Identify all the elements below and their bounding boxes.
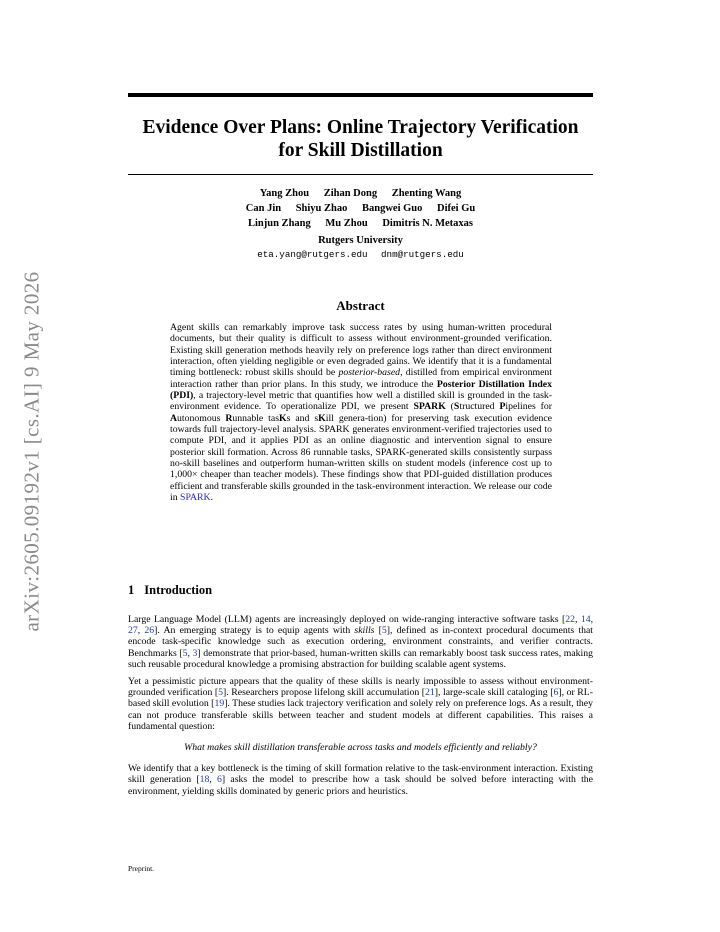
section-title: Introduction bbox=[144, 583, 213, 597]
author: Bangwei Guo bbox=[361, 203, 423, 214]
intro-paragraph-2: Yet a pessimistic picture appears that the quality of these skills is nearly impossible to assess without environment-grounded verification [5]. Researchers propose lifelong skill accumulation [21], large-scale skill cataloging [6], or RL-based skill evolution [19]. These studies lack trajectory verification and solely rely on preference logs. As a result, they can not produce transferable skills between teacher and student models at different capabilities. This raises a fundamental question: bbox=[128, 676, 593, 732]
title-line-1: Evidence Over Plans: Online Trajectory Verification bbox=[142, 117, 579, 138]
author: Zhenting Wang bbox=[391, 188, 462, 199]
author: Yang Zhou bbox=[259, 188, 310, 199]
citation-link[interactable]: 5 bbox=[218, 687, 224, 699]
citation-link[interactable]: 3 bbox=[192, 647, 198, 659]
author: Shiyu Zhao bbox=[295, 203, 348, 214]
citation-link[interactable]: 14 bbox=[580, 614, 591, 625]
author-row-1 bbox=[128, 186, 593, 201]
citation-link[interactable]: 26 bbox=[144, 625, 155, 637]
citation-link[interactable]: 22 bbox=[565, 614, 575, 625]
citation-link[interactable]: 21 bbox=[425, 687, 435, 699]
affiliation: Rutgers University bbox=[318, 235, 403, 246]
email: eta.yang@rutgers.edu bbox=[257, 249, 368, 260]
abstract-text: Agent skills can remarkably improve task success rates by using human-written procedural documents, but their quality is difficult to assess without environment-grounded verification. Existing skill generation methods heavily rely on preference logs rather than direct environment interaction, often yielding negligible or even degraded gains. We identify that it is a fundamental timing bottleneck: robust skills should be posterior-based, distilled from empirical environment interaction rather than prior plans. In this study, we introduce the Posterior Distillation Index (PDI), a trajectory-level metric that quantifies how well a distilled skill is grounded in the task-environment evidence. To operationalize PDI, we present SPARK (Structured Pipelines for Autonomous Runnable tasKs and sKill genera-tion) for preserving task execution evidence towards full trajectory-level analysis. SPARK generates environment-verified trajectories used to compute PDI, and it applies PDI as an online diagnostic and intervention signal to ensure posterior skill formation. Across 86 runnable tasks, SPARK-generated skills consistently surpass no-skill baselines and outperform human-written skills on student models (inference cost up to 1,000× cheaper than teacher models). These findings show that PDI-guided distillation produces efficient and transferable skills grounded in the task-environment interaction. We release our code in SPARK. bbox=[170, 322, 553, 504]
code-link[interactable]: SPARK bbox=[180, 492, 211, 504]
author-block bbox=[128, 186, 593, 261]
citation-link[interactable]: 18 bbox=[199, 774, 210, 786]
citation-link[interactable]: 19 bbox=[214, 698, 225, 710]
author: Mu Zhou bbox=[325, 218, 368, 229]
introduction-body bbox=[128, 614, 593, 803]
author: Linjun Zhang bbox=[248, 218, 311, 229]
arxiv-sidebar bbox=[10, 265, 54, 637]
citation-link[interactable]: 5 bbox=[182, 647, 188, 659]
author: Dimitris N. Metaxas bbox=[382, 218, 473, 229]
author-row-2 bbox=[128, 201, 593, 216]
preprint-footer: Preprint. bbox=[128, 864, 155, 873]
section-number: 1 bbox=[128, 583, 135, 597]
title-rule-top bbox=[128, 93, 593, 97]
citation-link[interactable]: 27 bbox=[128, 625, 138, 637]
citation-link[interactable]: 6 bbox=[217, 774, 222, 786]
author: Difei Gu bbox=[437, 203, 476, 214]
title-line-2: for Skill Distillation bbox=[278, 140, 443, 161]
author-row-3 bbox=[128, 216, 593, 231]
author: Can Jin bbox=[245, 203, 282, 214]
intro-paragraph-3: We identify that a key bottleneck is the timing of skill formation relative to the task-environment interaction. Existing skill generation [18, 6] asks the model to prescribe how a task should be solved before interacting with the environment, yielding skills dominated by generic priors and heuristics. bbox=[128, 763, 594, 797]
citation-link[interactable]: 5 bbox=[381, 625, 387, 637]
title-rule-bottom bbox=[128, 174, 593, 175]
author: Zihan Dong bbox=[323, 188, 378, 199]
abstract-heading: Abstract bbox=[336, 298, 385, 313]
citation-link[interactable]: 6 bbox=[553, 687, 559, 699]
author-emails bbox=[128, 248, 593, 261]
email: dnm@rutgers.edu bbox=[381, 249, 464, 260]
section-heading-introduction bbox=[128, 583, 212, 598]
intro-paragraph-1: Large Language Model (LLM) agents are increasingly deployed on wide-ranging interactive software tasks [22, 14, 27, 26]. An emerging strategy is to equip agents with skills [5], defined as in-context procedural documents that encode task-specific knowledge such as execution ordering, environment constraints, and verifier contracts. Benchmarks [5, 3] demonstrate that prior-based, human-written skills can remarkably boost task success rates, making such reusable procedural knowledge a promising abstraction for building scalable agent systems. bbox=[128, 614, 594, 670]
arxiv-identifier: arXiv:2605.09192v1 [cs.AI] 9 May 2026 bbox=[19, 270, 44, 632]
paper-title bbox=[128, 116, 593, 162]
research-question: What makes skill distillation transferable across tasks and models efficiently and reliably? bbox=[184, 742, 537, 754]
